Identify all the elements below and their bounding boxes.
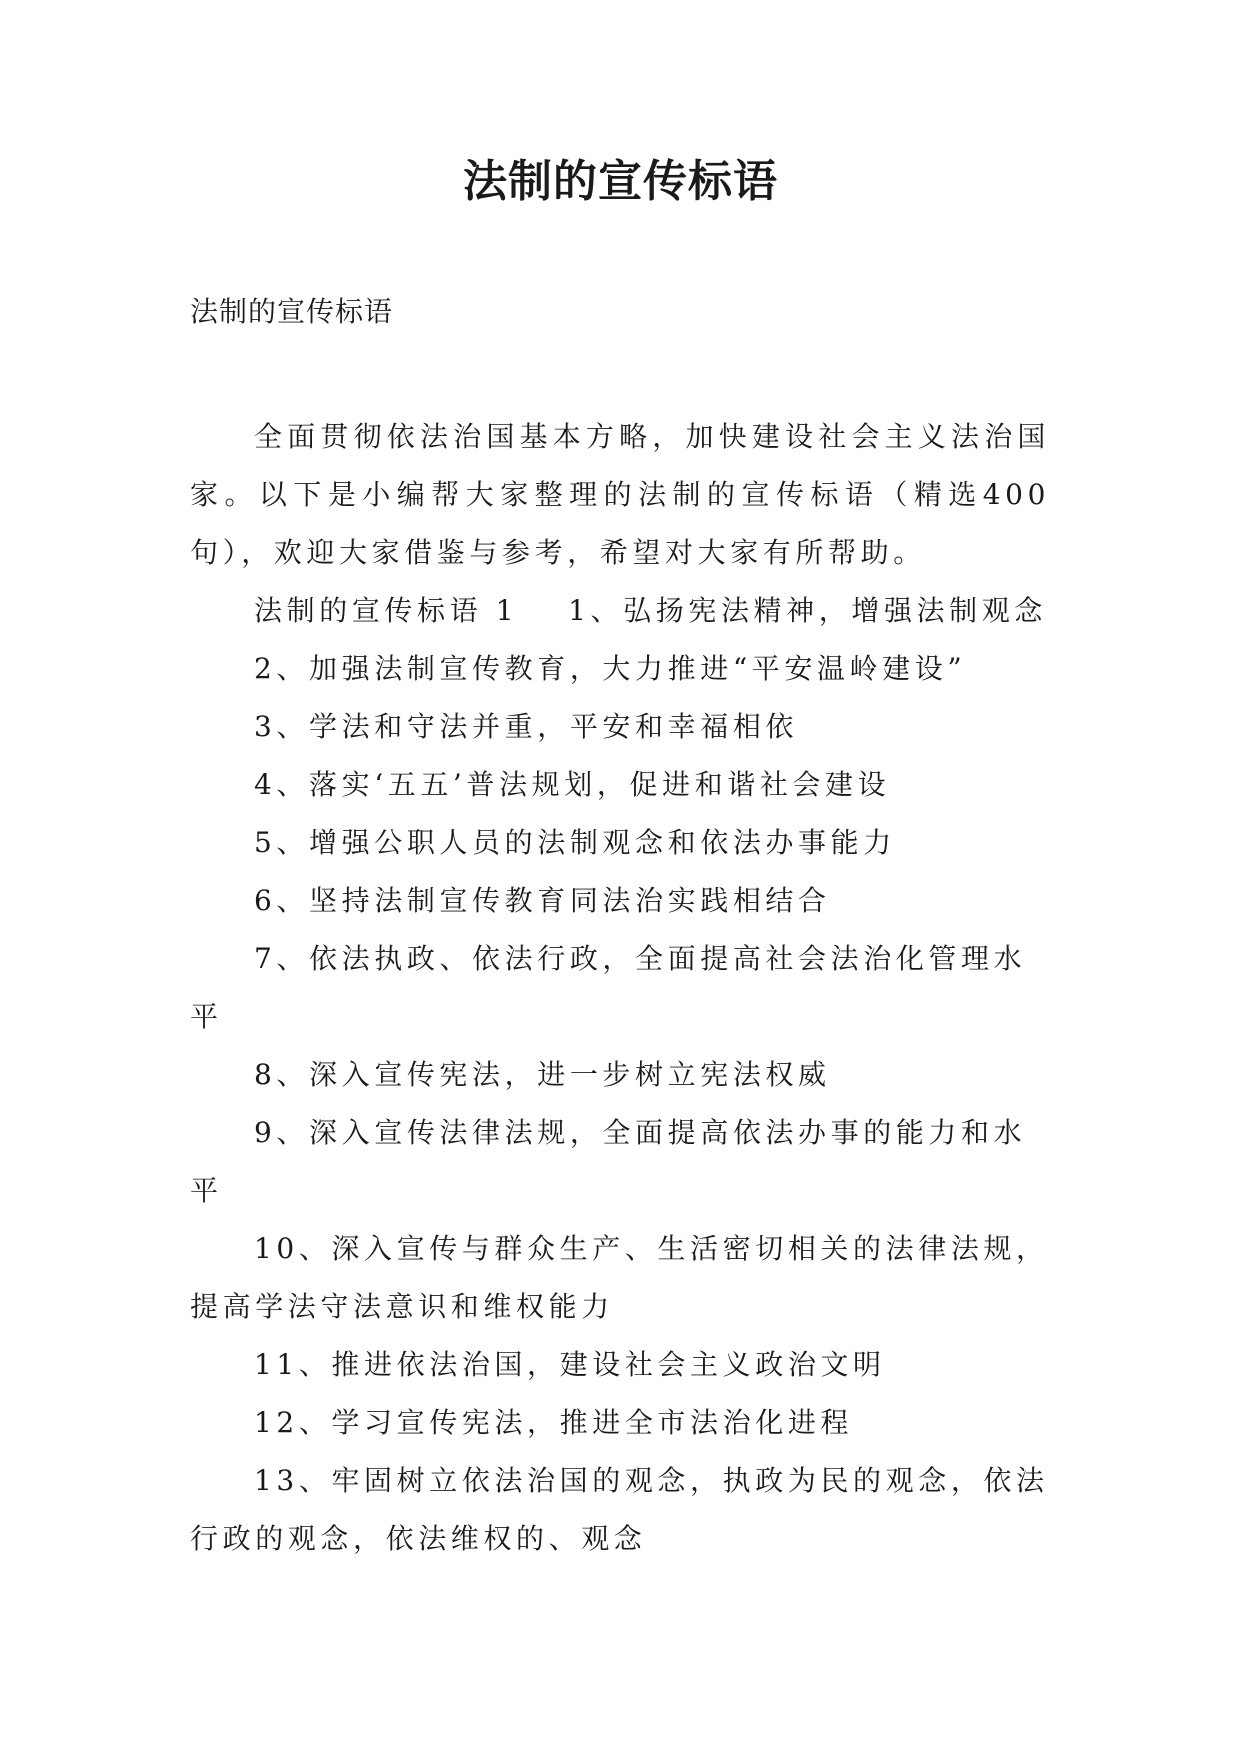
slogan-first-line	[190, 582, 1050, 640]
slogan-item: 9、深入宣传法律法规，全面提高依法办事的能力和水平	[190, 1116, 1027, 1207]
slogan-item: 12、学习宣传宪法，推进全市法治化进程	[254, 1406, 854, 1439]
slogan-item: 3、学法和守法并重，平安和幸福相依	[254, 710, 799, 743]
slogan-item: 8、深入宣传宪法，进一步树立宪法权威	[254, 1058, 831, 1091]
slogan-item: 2、加强法制宣传教育，大力推进“平安温岭建设”	[254, 652, 967, 685]
document-subtitle: 法制的宣传标语	[190, 295, 394, 328]
slogan-item: 7、依法执政、依法行政，全面提高社会法治化管理水平	[190, 942, 1027, 1033]
slogan-item: 4、落实‘五五’普法规划，促进和谐社会建设	[254, 768, 891, 801]
slogan-item: 6、坚持法制宣传教育同法治实践相结合	[254, 884, 831, 917]
slogan-item: 11、推进依法治国，建设社会主义政治文明	[254, 1348, 886, 1381]
intro-paragraph: 全面贯彻依法治国基本方略，加快建设社会主义法治国家。以下是小编帮大家整理的法制的宣传标语（精选400句），欢迎大家借鉴与参考，希望对大家有所帮助。	[190, 420, 1050, 569]
slogan-item: 5、增强公职人员的法制观念和依法办事能力	[254, 826, 896, 859]
document-body	[190, 408, 1050, 1568]
slogan-item: 1、弘扬宪法精神，增强法制观念	[568, 594, 1047, 627]
slogan-item: 10、深入宣传与群众生产、生活密切相关的法律法规，提高学法守法意识和维权能力	[190, 1232, 1049, 1323]
section-heading: 法制的宣传标语 1	[254, 594, 519, 627]
slogan-list	[190, 640, 1050, 1568]
slogan-item: 13、牢固树立依法治国的观念，执政为民的观念，依法行政的观念，依法维权的、观念	[190, 1464, 1049, 1555]
document-title: 法制的宣传标语	[463, 156, 778, 207]
